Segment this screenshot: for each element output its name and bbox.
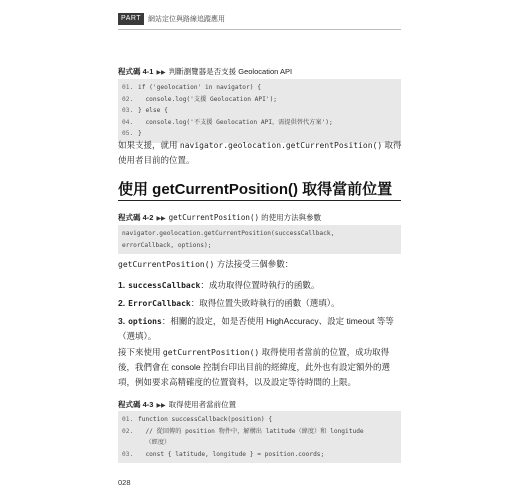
code-label-4-1 [118, 66, 292, 77]
part-badge [118, 13, 144, 35]
param-description: ：相關的設定，如是否使用 HighAccuracy、設定 timeout 等等（選填）。 [118, 316, 394, 341]
code-block-4-2 [118, 225, 401, 254]
list-number: 3. [118, 316, 126, 326]
part-number: 2 [128, 26, 134, 35]
paragraph-text: 方法接受三個參數： [214, 259, 294, 269]
code-line [122, 117, 397, 129]
code-label-number: 程式碼 4-2 [118, 213, 154, 222]
page-number: 028 [118, 478, 131, 487]
double-arrow-icon: ▶▶ [156, 216, 166, 222]
code-text: console.log('不支援 Geolocation API，需提供替代方案'); [138, 118, 333, 126]
heading-underline [118, 200, 401, 201]
code-label-4-2 [118, 212, 321, 223]
code-text: const { latitude, longitude } = position.coords; [138, 450, 325, 458]
code-label-text: 判斷瀏覽器是否支援 Geolocation API [168, 67, 293, 76]
paragraph-params-intro [118, 257, 403, 272]
paragraph-text: 取得使用者當前的位置，成功取得後，我們會在 console 控制台印出目前的經緯度，此外也有設定額外的選項，例如要求高精確度的位置資料，以及設定等待時間的上限。 [118, 347, 391, 387]
code-line [122, 94, 397, 106]
paragraph-usage [118, 345, 403, 390]
paragraph-text: 接下來使用 [118, 347, 163, 357]
code-line: navigator.geolocation.getCurrentPosition(successCallback, [122, 230, 335, 237]
inline-code: navigator.geolocation.getCurrentPosition() [179, 141, 383, 150]
inline-code: getCurrentPosition() [118, 260, 215, 269]
param-name: ErrorCallback [128, 299, 191, 308]
code-text: console.log('支援 Geolocation API'); [138, 95, 278, 103]
line-number: 02. [122, 427, 134, 435]
code-line [122, 82, 397, 94]
code-label-code: getCurrentPosition() [168, 213, 259, 222]
code-label-text: 的使用方法與參數 [258, 213, 322, 222]
chapter-title: 網站定位與路線追蹤應用 [148, 16, 225, 23]
param-description: ：成功取得位置時執行的函數。 [200, 280, 320, 290]
code-text: } [138, 130, 142, 137]
line-number: 05. [122, 130, 134, 137]
list-item-success-callback [118, 278, 403, 293]
line-number: 03. [122, 450, 134, 458]
code-line [122, 437, 397, 449]
code-text: if ('geolocation' in navigator) { [138, 84, 261, 91]
code-text: （經度） [138, 439, 171, 446]
list-number: 1. [118, 280, 126, 290]
code-label-4-3 [118, 399, 236, 410]
inline-code: getCurrentPosition() [162, 348, 260, 357]
double-arrow-icon: ▶▶ [156, 70, 166, 76]
code-text: } else { [138, 107, 168, 114]
code-line [122, 414, 397, 426]
list-item-error-callback [118, 296, 403, 311]
code-line [122, 449, 397, 461]
code-label-number: 程式碼 4-1 [118, 67, 154, 76]
line-number: 04. [122, 118, 134, 126]
page-header [118, 13, 401, 35]
double-arrow-icon: ▶▶ [156, 403, 166, 409]
param-description: ：取得位置失敗時執行的函數（選填）。 [190, 298, 340, 308]
code-line [122, 426, 397, 438]
list-number: 2. [118, 298, 126, 308]
line-number: 02. [122, 95, 134, 103]
code-text: // 從回傳的 position 物件中，解構出 latitude（緯度）和 longitude [138, 427, 364, 435]
code-line [122, 105, 397, 117]
list-item-options [118, 314, 403, 343]
paragraph-text: 取得使用者目前的位置。 [118, 140, 402, 165]
code-line: errorCallback, options); [122, 241, 212, 249]
code-label-number: 程式碼 4-3 [118, 400, 154, 409]
section-heading: 使用 getCurrentPosition() 取得當前位置 [118, 181, 393, 198]
code-block-4-1 [118, 79, 401, 143]
header-divider [118, 29, 401, 30]
line-number: 01. [122, 416, 134, 423]
param-name: options [128, 317, 162, 326]
param-name: successCallback [128, 281, 201, 290]
paragraph-support-check [118, 138, 403, 168]
line-number: 01. [122, 84, 134, 91]
line-number: 03. [122, 107, 134, 114]
code-block-4-3 [118, 411, 401, 463]
paragraph-text: 如果支援，就用 [118, 140, 180, 150]
code-text: function successCallback(position) { [138, 416, 273, 423]
part-word: PART [121, 15, 141, 22]
code-label-text: 取得使用者當前位置 [168, 400, 237, 409]
